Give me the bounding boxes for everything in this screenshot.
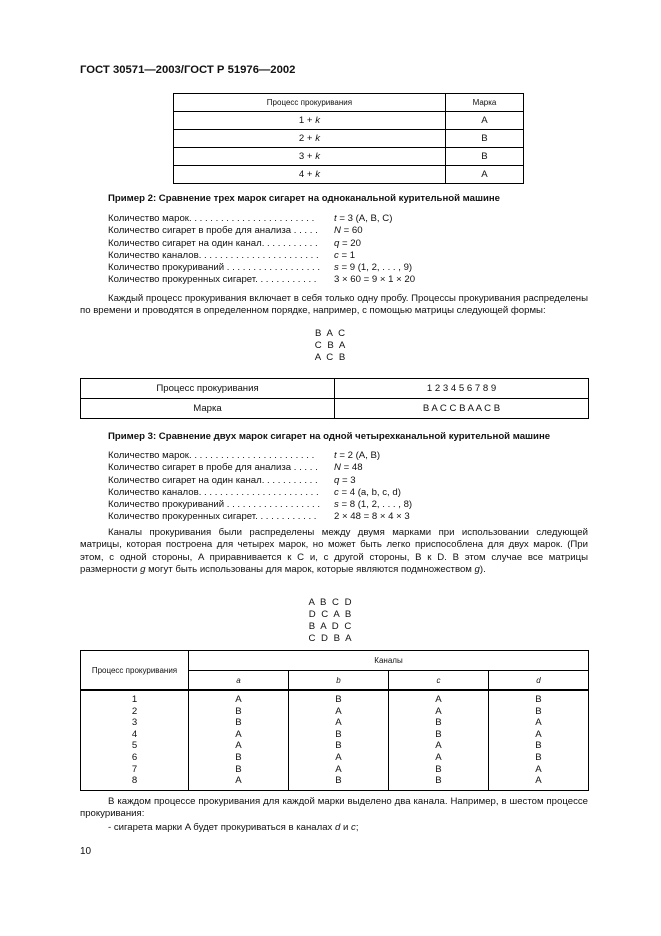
list-item: Количество каналов. . . . . . . . . . . . . . . . . . . . . . . c = 1: [108, 249, 356, 261]
example2-matrix: [280, 328, 380, 364]
example2-title: Пример 2: Сравнение трех марок сигарет на одноканальной курительной машине: [108, 193, 501, 204]
matrix-row: B A C: [315, 328, 345, 339]
table-row: 1 + k A: [174, 112, 524, 130]
matrix-row: C D B A: [308, 633, 352, 644]
matrix-row: A C B: [314, 352, 346, 363]
list-item: Количество прокуренных сигарет. . . . . . . . . . . . 2 × 48 = 8 × 4 × 3: [108, 511, 410, 523]
table-channels: Процесс прокуривания Каналы a b c d 1 2 3 4 5 6 7 8 A B B A A B B A B A A B B A A B A A B B A A B B B B A A B B A A: [80, 650, 589, 791]
footer-bullet: - сигарета марки A будет прокуриваться в каналах d и c;: [108, 822, 359, 833]
table-row: 4 + k A: [174, 166, 524, 184]
list-item: Количество прокуриваний . . . . . . . . . . . . . . . . . . s = 8 (1, 2, . . . , 8): [108, 499, 413, 511]
table-process-order: Процесс прокуривания 1 2 3 4 5 6 7 8 9 Марка B A C C B A A C B: [80, 378, 589, 419]
example3-matrix: [280, 597, 380, 645]
table-body: 1 2 3 4 5 6 7 8 A B B A A B B A B A A B B A A B A A B B A A B B B B A A B B A A: [81, 690, 589, 790]
list-item: Количество сигарет на один канал. . . . . . . . . . . q = 3: [108, 474, 356, 486]
table-process-brand: [173, 93, 524, 184]
example3-title: Пример 3: Сравнение двух марок сигарет на одной четырехканальной курительной машине: [108, 431, 551, 442]
footer-paragraph: В каждом процессе прокуривания для каждой марки выделено два канала. Например, в шестом процессе прокуривания:: [80, 796, 588, 820]
matrix-row: A B C D: [308, 597, 352, 608]
list-item: Количество сигарет в пробе для анализа . . . . . N = 60: [108, 225, 363, 237]
list-item: Количество прокуренных сигарет. . . . . . . . . . . . 3 × 60 = 9 × 1 × 20: [108, 274, 416, 286]
list-item: Количество сигарет в пробе для анализа . . . . . N = 48: [108, 462, 363, 474]
table-row: 2 + k B: [174, 130, 524, 148]
list-item: Количество марок. . . . . . . . . . . . . . . . . . . . . . . . t = 3 (A, B, C): [108, 213, 393, 224]
page-number: 10: [80, 846, 92, 857]
table-row: 3 + k B: [174, 148, 524, 166]
list-item: Количество марок. . . . . . . . . . . . . . . . . . . . . . . . t = 2 (A, B): [108, 450, 381, 461]
list-item: Количество каналов. . . . . . . . . . . . . . . . . . . . . . . c = 4 (a, b, c, d): [108, 486, 401, 498]
col-header: Процесс прокуривания: [174, 94, 446, 112]
example3-paragraph: Каналы прокуривания были распределены между двумя марками при использовании следующей матрицы, которая построена для четырех марок, но может быть легко приспособлена для двух марок. (При этом, с одной стороны, A приравнивается к C и, с другой стороны, B к D. В этом случае все матрицы размерности g могут быть использованы для марок, которые являются подмножеством g).: [80, 527, 588, 576]
matrix-row: B A D C: [308, 621, 352, 632]
document-header: ГОСТ 30571—2003/ГОСТ Р 51976—2002: [80, 64, 296, 76]
matrix-row: C B A: [314, 340, 346, 351]
example3-list: [108, 450, 412, 524]
matrix-row: D C A B: [308, 609, 352, 620]
example2-paragraph: Каждый процесс прокуривания включает в себя только одну пробу. Процессы прокуривания распределены по времени и проводятся в определенном порядке, например, с помощью матрицы следующей формы:: [80, 293, 588, 317]
example2-list: [108, 213, 415, 287]
col-header: Марка: [445, 94, 523, 112]
list-item: Количество сигарет на один канал. . . . . . . . . . . q = 20: [108, 237, 361, 249]
list-item: Количество прокуриваний . . . . . . . . . . . . . . . . . . s = 9 (1, 2, . . . , 9): [108, 262, 413, 274]
